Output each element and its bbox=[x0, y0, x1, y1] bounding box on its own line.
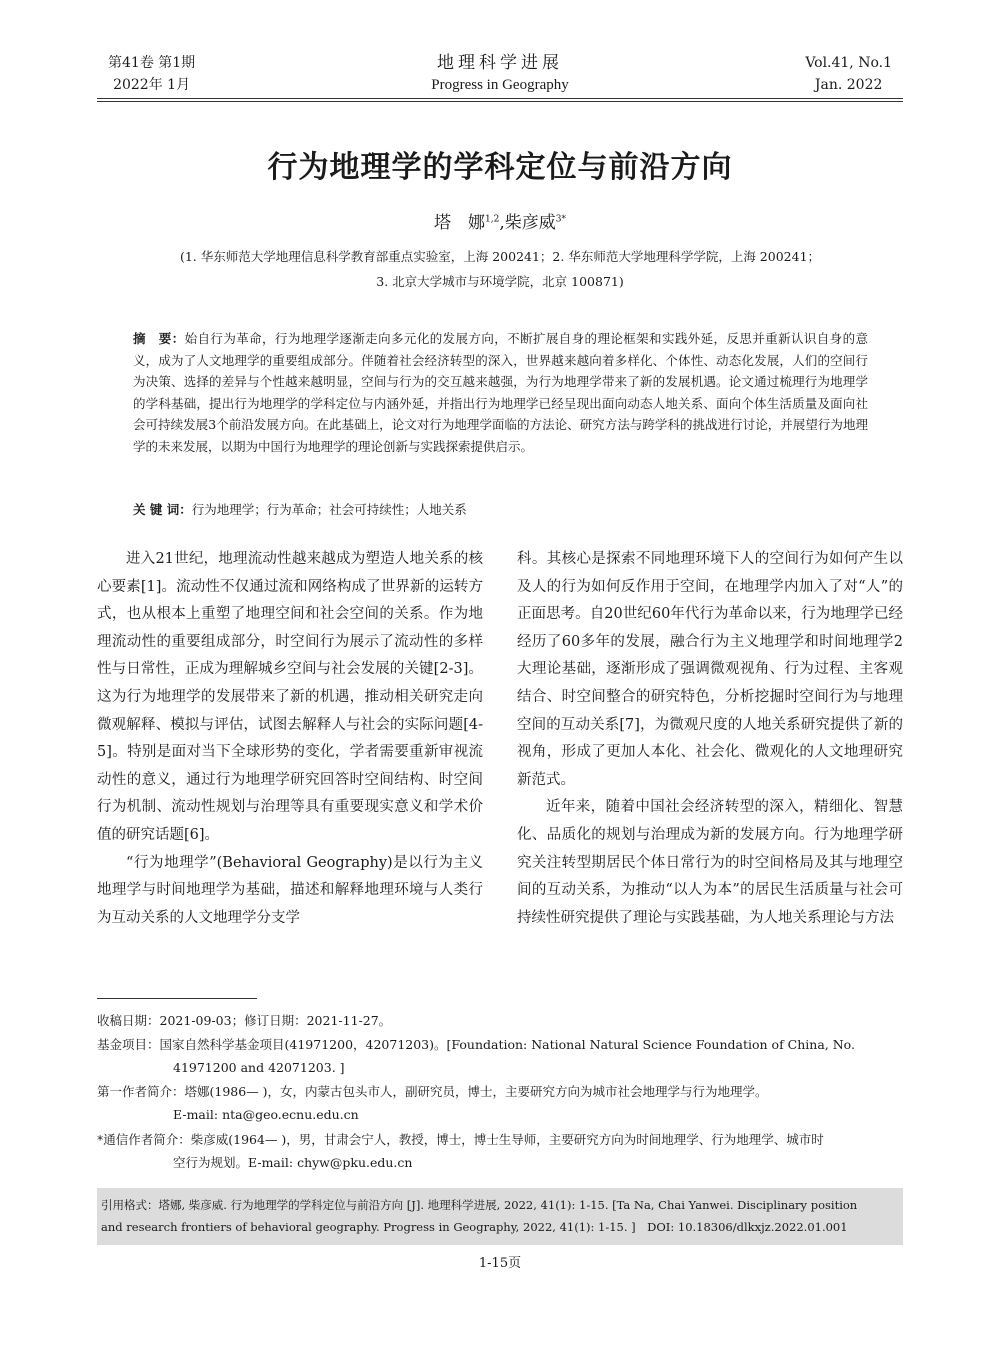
body-paragraph: 科。其核心是探索不同地理环境下人的空间行为如何产生以及人的行为如何反作用于空间，在地理学内加入了对“人”的正面思考。自20世纪60年代行为革命以来，行为地理学已经经历了60多年的发展，融合行为主义地理学和时间地理学2大理论基础，逐渐形成了强调微观视角、行为过程、主客观结合、时空间整合的研究特色，分析挖掘时空间行为与地理空间的互动关系[7]，为微观尺度的人地关系研究提供了新的视角，形成了更加人本化、社会化、微观化的人文地理研究新范式。 bbox=[517, 551, 903, 788]
abstract-label: 摘 要： bbox=[133, 331, 185, 346]
affiliation-line-1: (1. 华东师范大学地理信息科学教育部重点实验室，上海 200241；2. 华东师范大学地理科学学院，上海 200241； bbox=[179, 249, 821, 264]
volume-issue: 第41卷 第1期 bbox=[108, 55, 196, 71]
first-author-email: E-mail: nta@geo.ecnu.edu.cn bbox=[173, 1107, 359, 1122]
keywords-label: 关 键 词： bbox=[133, 502, 192, 517]
author-2-affil: 3* bbox=[555, 214, 566, 225]
journal-name-en: Progress in Geography bbox=[431, 77, 569, 93]
first-author-text: 塔娜(1986— )，女，内蒙古包头市人，副研究员，博士，主要研究方向为城市社会地理学与行为地理学。 bbox=[184, 1084, 768, 1099]
issue-date-en: Jan. 2022 bbox=[814, 77, 883, 93]
citation-line-1: 引用格式：塔娜, 柴彦威. 行为地理学的学科定位与前沿方向 [J]. 地理科学进展, 2022, 41(1): 1-15. [Ta Na, Chai Yanwei. Disciplinary position bbox=[101, 1198, 858, 1212]
affiliation-line-2: 3. 北京大学城市与环境学院，北京 100871) bbox=[376, 274, 624, 289]
footnote-corresponding-author bbox=[97, 1128, 903, 1174]
header-rule-thin bbox=[97, 101, 903, 102]
header-right bbox=[805, 52, 892, 96]
volume-issue-en: Vol.41, No.1 bbox=[805, 55, 892, 71]
fund-label: 基金项目： bbox=[97, 1037, 160, 1052]
abstract-text: 始自行为革命，行为地理学逐渐走向多元化的发展方向，不断扩展自身的理论框架和实践外延，反思并重新认识自身的意义，成为了人文地理学的重要组成部分。伴随着社会经济转型的深入，世界越来越向着多样化、个体性、动态化发展，人们的空间行为决策、选择的差异与个性越来越明显，空间与行为的交互越来越强，为行为地理学带来了新的发展机遇。论文通过梳理行为地理学的学科基础，提出行为地理学的学科定位与内涵外延，并指出行为地理学已经呈现出面向动态人地关系、面向个体生活质量及面向社会可持续发展3个前沿发展方向。在此基础上，论文对行为地理学面临的方法论、研究方法与跨学科的挑战进行讨论，并展望行为地理学的未来发展，以期为中国行为地理学的理论创新与实践探索提供启示。 bbox=[133, 331, 868, 454]
body-column-right bbox=[517, 546, 903, 932]
footnote-received bbox=[97, 1009, 903, 1032]
corr-author-cont: 空行为规划。E-mail: chyw@pku.edu.cn bbox=[173, 1155, 413, 1170]
issue-date: 2022年 1月 bbox=[113, 77, 191, 93]
header-rule bbox=[97, 98, 903, 99]
author-1: 塔 娜 bbox=[434, 213, 486, 233]
author-2: 柴彦威 bbox=[504, 213, 556, 233]
received-text: 2021-09-03；修订日期：2021-11-27。 bbox=[159, 1013, 392, 1028]
citation-line-2: and research frontiers of behavioral geography. Progress in Geography, 2022, 41(1): 1-15. ] DOI: 10.18306/dlkxjz.2022.01.001 bbox=[101, 1220, 848, 1234]
body-paragraph: “行为地理学”(Behavioral Geography)是以行为主义地理学与时间地理学为基础，描述和解释地理环境与人类行为互动关系的人文地理学分支学 bbox=[97, 854, 483, 926]
received-label: 收稿日期： bbox=[97, 1013, 160, 1028]
body-column-left bbox=[97, 546, 483, 932]
corr-author-label: *通信作者简介： bbox=[97, 1132, 191, 1147]
author-separator: , bbox=[499, 213, 505, 233]
paper-title: 行为地理学的学科定位与前沿方向 bbox=[267, 150, 733, 185]
author-1-affil: 1,2 bbox=[485, 214, 500, 225]
citation-box bbox=[97, 1188, 903, 1245]
fund-text-cont: 41971200 and 42071203. ] bbox=[173, 1060, 345, 1075]
body-paragraph: 进入21世纪，地理流动性越来越成为塑造人地关系的核心要素[1]。流动性不仅通过流和网络构成了世界新的运转方式，也从根本上重塑了地理空间和社会空间的关系。作为地理流动性的重要组成部分，时空间行为展示了流动性的多样性与日常性，正成为理解城乡空间与社会发展的关键[2-3]。这为行为地理学的发展带来了新的机遇，推动相关研究走向微观解释、模拟与评估，试图去解释人与社会的实际问题[4-5]。特别是面对当下全球形势的变化，学者需要重新审视流动性的意义，通过行为地理学研究回答时空间结构、时空间行为机制、流动性规划与治理等具有重要现实意义和学术价值的研究话题[6]。 bbox=[97, 551, 483, 843]
body-paragraph: 近年来，随着中国社会经济转型的深入，精细化、智慧化、品质化的规划与治理成为新的发展方向。行为地理学研究关注转型期居民个体日常行为的时空间格局及其与地理空间的互动关系，为推动“以人为本”的居民生活质量与社会可持续性研究提供了理论与实践基础，为人地关系理论与方法 bbox=[517, 799, 903, 926]
footnote-funding bbox=[97, 1033, 903, 1079]
footnote-first-author bbox=[97, 1080, 903, 1126]
journal-name-cn: 地理科学进展 bbox=[437, 53, 563, 73]
page-number: 1-15页 bbox=[478, 1256, 522, 1271]
keywords-text: 行为地理学；行为革命；社会可持续性；人地关系 bbox=[191, 502, 467, 517]
first-author-label: 第一作者简介： bbox=[97, 1084, 185, 1099]
fund-text: 国家自然科学基金项目(41971200，42071203)。[Foundation: National Natural Science Foundation of China, No. bbox=[159, 1037, 855, 1052]
author-line bbox=[0, 208, 1000, 233]
corr-author-text: 柴彦威(1964— )，男，甘肃会宁人，教授，博士，博士生导师，主要研究方向为时间地理学、行为地理学、城市时 bbox=[190, 1132, 824, 1147]
abstract bbox=[133, 328, 868, 457]
keywords bbox=[133, 500, 868, 518]
footnote-rule bbox=[97, 998, 257, 999]
